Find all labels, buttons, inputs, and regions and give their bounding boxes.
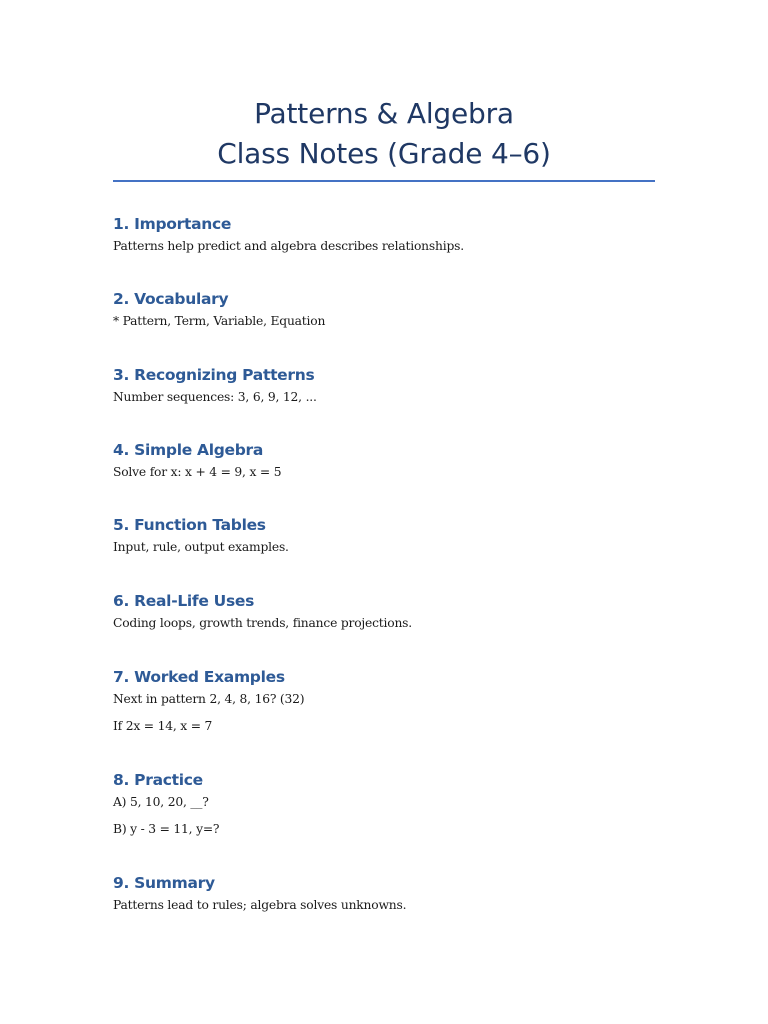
section-heading: 4. Simple Algebra (113, 441, 264, 459)
section-practice (113, 770, 673, 837)
section-heading: 8. Practice (113, 771, 203, 789)
title-underline-rule (113, 180, 655, 182)
section-paragraph: If 2x = 14, x = 7 (113, 719, 213, 733)
section-heading: 5. Function Tables (113, 516, 266, 534)
section-paragraph: Coding loops, growth trends, finance projections. (113, 616, 412, 630)
section-paragraph: * Pattern, Term, Variable, Equation (113, 314, 326, 328)
section-simple-algebra (113, 440, 673, 480)
section-paragraph: Patterns lead to rules; algebra solves unknowns. (113, 898, 407, 912)
section-paragraph: Patterns help predict and algebra describes relationships. (113, 239, 464, 253)
document-title (113, 94, 655, 174)
section-heading: 9. Summary (113, 874, 215, 892)
section-heading: 7. Worked Examples (113, 668, 285, 686)
section-worked-examples (113, 667, 673, 734)
section-heading: 3. Recognizing Patterns (113, 366, 315, 384)
title-line-1: Patterns & Algebra (254, 97, 514, 130)
section-paragraph: Solve for x: x + 4 = 9, x = 5 (113, 465, 282, 479)
section-paragraph: B) y - 3 = 11, y=? (113, 822, 220, 836)
section-vocabulary (113, 289, 673, 329)
section-real-life-uses (113, 591, 673, 631)
section-recognizing-patterns (113, 365, 673, 405)
section-summary (113, 873, 673, 913)
section-paragraph: A) 5, 10, 20, __? (113, 795, 209, 809)
section-heading: 6. Real-Life Uses (113, 592, 255, 610)
section-heading: 2. Vocabulary (113, 290, 229, 308)
section-importance (113, 214, 673, 254)
section-paragraph: Next in pattern 2, 4, 8, 16? (32) (113, 692, 305, 706)
section-paragraph: Number sequences: 3, 6, 9, 12, ... (113, 390, 317, 404)
section-function-tables (113, 515, 673, 555)
section-heading: 1. Importance (113, 215, 232, 233)
section-paragraph: Input, rule, output examples. (113, 540, 289, 554)
title-line-2: Class Notes (Grade 4–6) (217, 137, 551, 170)
